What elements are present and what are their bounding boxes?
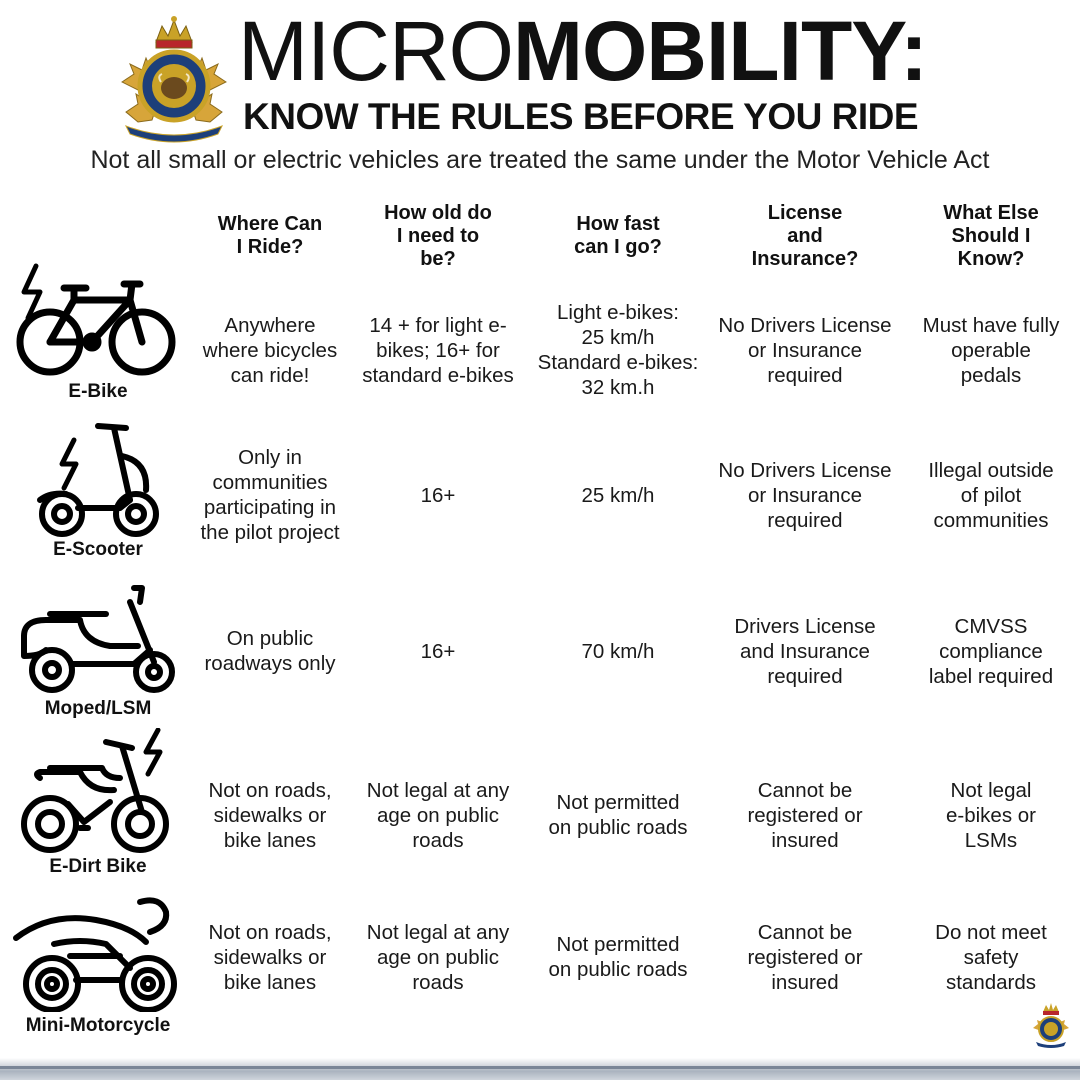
table-cell-where-cell — [188, 596, 352, 706]
column-header-license: License and Insurance? — [751, 201, 859, 270]
cell-text-line: sidewalks or — [213, 803, 327, 827]
page-subtitle: KNOW THE RULES BEFORE YOU RIDE — [243, 96, 919, 137]
cell-text-line: standards — [945, 970, 1036, 994]
cell-text-line: e-bikes or — [945, 803, 1036, 827]
cell-text-line: communities — [212, 471, 328, 494]
cell-text-line: bikes; 16+ for — [376, 338, 500, 362]
table-cell-where-cell — [188, 760, 352, 870]
table-cell-other-cell — [902, 596, 1080, 706]
cell-text-line: operable — [951, 338, 1031, 362]
column-header-speed: How fast can I go? — [574, 213, 662, 258]
column-header-where: Where Can I Ride? — [217, 213, 323, 258]
table-cell-other-cell — [902, 440, 1080, 550]
table-cell-speed-cell — [526, 596, 710, 706]
cell-text-line: Light e-bikes: — [557, 301, 679, 324]
cell-text-line: 16+ — [420, 483, 456, 507]
row-label-moped: Moped/LSM — [44, 698, 152, 719]
cell-text-line: Not legal at any — [366, 920, 510, 944]
cell-text-line: required — [767, 363, 843, 387]
cell-text-line: or Insurance — [748, 483, 862, 507]
cell-text-line: No Drivers License — [718, 313, 892, 337]
table-cell-other-cell — [902, 902, 1080, 1012]
cell-text-line: required — [767, 664, 843, 688]
cell-text-line: roadways only — [204, 652, 336, 675]
cell-text-line: Cannot be — [757, 920, 853, 944]
table-cell-speed-cell — [526, 902, 710, 1012]
table-cell-speed-cell — [526, 290, 710, 410]
table-cell-where-cell — [188, 440, 352, 550]
cell-text-line: and Insurance — [740, 639, 870, 663]
table-cell-age-cell — [352, 440, 524, 550]
cell-text-line: Not legal — [950, 778, 1032, 802]
cell-text-line: registered or — [747, 803, 863, 827]
cell-text-line: label required — [928, 664, 1054, 688]
cell-text-line: 14 + for light e- — [369, 313, 507, 337]
cell-text-line: Do not meet — [935, 920, 1047, 944]
cell-text-line: age on public — [377, 945, 499, 969]
cell-text-line: on public roads — [548, 816, 688, 839]
cell-text-line: Not on roads, — [208, 920, 332, 944]
bottom-decorative-line — [0, 1066, 1080, 1069]
cell-text-line: where bicycles — [202, 338, 338, 362]
row-label-e-bike: E-Bike — [68, 381, 128, 402]
column-header-age: How old do I need to be? — [384, 201, 492, 270]
e-bike-icon — [10, 262, 180, 380]
column-header-other: What Else Should I Know? — [943, 201, 1039, 270]
cell-text-line: Only in — [238, 446, 302, 469]
table-cell-age-cell — [352, 596, 524, 706]
table-cell-license-cell — [708, 290, 902, 410]
cell-text-line: Not legal at any — [366, 778, 510, 802]
cell-text-line: compliance — [939, 639, 1043, 663]
table-cell-age-cell — [352, 902, 524, 1012]
cell-text-line: registered or — [747, 945, 863, 969]
table-cell-other-cell — [902, 760, 1080, 870]
cell-text-line: Must have fully — [922, 313, 1060, 337]
table-cell-speed-cell — [526, 440, 710, 550]
row-label-mini-motorcycle: Mini-Motorcycle — [25, 1015, 171, 1036]
cell-text-line: 70 km/h — [581, 639, 655, 663]
cell-text-line: Not permitted — [556, 933, 680, 956]
moped-icon — [10, 580, 180, 698]
row-label-e-dirt-bike: E-Dirt Bike — [49, 856, 147, 877]
cell-text-line: 32 km.h — [581, 376, 655, 399]
cell-text-line: can ride! — [230, 363, 310, 387]
cell-text-line: Not permitted — [556, 791, 680, 814]
cell-text-line: No Drivers License — [718, 458, 892, 482]
cell-text-line: On public — [226, 627, 314, 650]
cell-text-line: the pilot project — [200, 521, 340, 544]
cell-text-line: safety — [963, 945, 1019, 969]
title-bold-part: MOBILITY: — [512, 4, 928, 98]
table-cell-where-cell — [188, 290, 352, 410]
mini-motorcycle-icon — [10, 892, 180, 1012]
table-cell-age-cell — [352, 760, 524, 870]
cell-text-line: insured — [771, 970, 839, 994]
cell-text-line: standard e-bikes — [362, 363, 514, 387]
e-dirt-bike-icon — [10, 728, 180, 856]
e-scooter-icon — [10, 420, 180, 540]
bottom-decorative-band — [0, 1058, 1080, 1080]
cell-text-line: pedals — [960, 363, 1022, 387]
table-cell-speed-cell — [526, 760, 710, 870]
cell-text-line: CMVSS — [954, 614, 1028, 638]
cell-text-line: Not on roads, — [208, 778, 332, 802]
cell-text-line: Cannot be — [757, 778, 853, 802]
rcmp-crest-logo — [112, 12, 236, 144]
page-tagline: Not all small or electric vehicles are treated the same under the Motor Vehicle Act — [90, 146, 990, 174]
cell-text-line: Standard e-bikes: — [537, 351, 699, 374]
table-cell-license-cell — [708, 596, 902, 706]
cell-text-line: 25 km/h — [581, 326, 655, 349]
row-label-e-scooter: E-Scooter — [53, 539, 143, 560]
cell-text-line: required — [767, 508, 843, 532]
cell-text-line: or Insurance — [748, 338, 862, 362]
table-cell-license-cell — [708, 760, 902, 870]
cell-text-line: bike lanes — [223, 970, 317, 994]
cell-text-line: 25 km/h — [581, 483, 655, 507]
cell-text-line: age on public — [377, 803, 499, 827]
cell-text-line: on public roads — [548, 958, 688, 981]
table-cell-other-cell — [902, 290, 1080, 410]
cell-text-line: insured — [771, 828, 839, 852]
cell-text-line: LSMs — [964, 828, 1018, 852]
page-title — [238, 6, 927, 96]
table-cell-license-cell — [708, 440, 902, 550]
table-cell-age-cell — [352, 290, 524, 410]
cell-text-line: roads — [412, 828, 464, 852]
rcmp-crest-small-logo — [1030, 1002, 1072, 1048]
cell-text-line: Illegal outside — [928, 458, 1054, 482]
title-light-part: MICRO — [238, 4, 513, 98]
cell-text-line: roads — [412, 970, 464, 994]
cell-text-line: participating in — [203, 496, 337, 519]
cell-text-line: sidewalks or — [213, 945, 327, 969]
cell-text-line: Anywhere — [224, 313, 316, 337]
cell-text-line: Drivers License — [734, 614, 876, 638]
table-cell-license-cell — [708, 902, 902, 1012]
table-cell-where-cell — [188, 902, 352, 1012]
cell-text-line: of pilot — [960, 483, 1022, 507]
cell-text-line: bike lanes — [223, 828, 317, 852]
cell-text-line: communities — [933, 508, 1049, 532]
cell-text-line: 16+ — [420, 639, 456, 663]
